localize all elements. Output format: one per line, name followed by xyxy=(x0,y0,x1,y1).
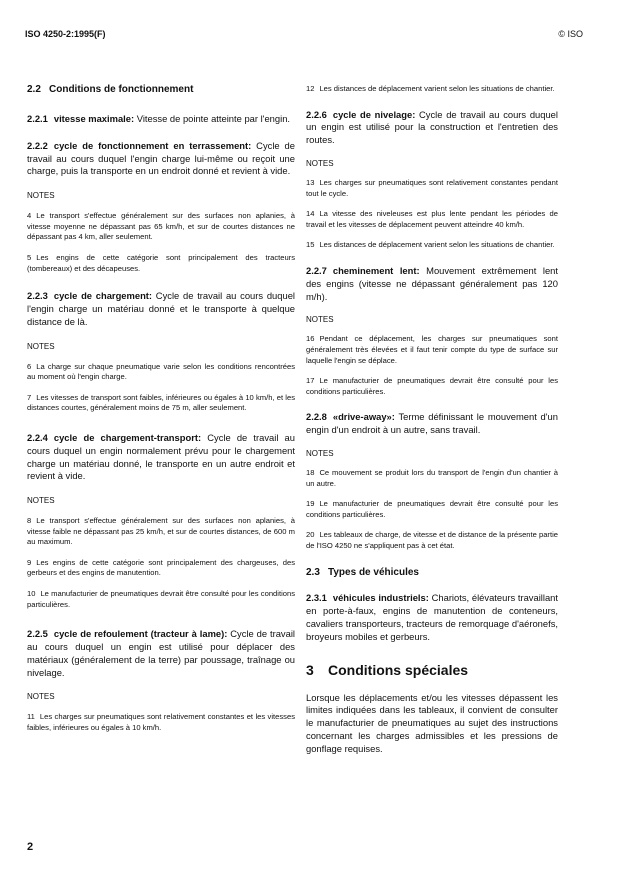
clause-2-2-5: 2.2.5 cycle de refoulement (tracteur à lame): Cycle de travail au cours duquel un engin est utilisé pour déplacer des matériaux (généralement de la terre) par poussage, traînage ou nivelage. xyxy=(27,628,295,678)
note-6: 6 La charge sur chaque pneumatique varie selon les conditions rencontrées au moment où l'engin charge. xyxy=(27,361,295,382)
section-2-2-heading: 2.2 Conditions de fonctionnement xyxy=(27,84,194,95)
notes-label: NOTES xyxy=(27,341,55,351)
notes-label: NOTES xyxy=(27,692,55,702)
note-11: 11 Les charges sur pneumatiques sont relativement constantes et les vitesses faibles, inférieures ou égales à 10 km/h. xyxy=(27,712,295,733)
notes-label: NOTES xyxy=(306,448,334,458)
clause-2-2-8: 2.2.8 «drive-away»: Terme définissant le mouvement d'un engin d'un endroit à un autre, sans travail. xyxy=(306,411,558,436)
notes-label: NOTES xyxy=(306,315,334,325)
clause-2-2-1: 2.2.1 vitesse maximale: Vitesse de pointe atteinte par l'engin. xyxy=(27,113,291,124)
clause-2-2-7: 2.2.7 cheminement lent: Mouvement extrêmement lent des engins (vitesse ne dépassant généralement pas 120 m/h). xyxy=(306,264,558,302)
note-13: 13 Les charges sur pneumatiques sont relativement constantes pendant tout le cycle. xyxy=(306,177,558,198)
clause-2-2-2: 2.2.2 cycle de fonctionnement en terrassement: Cycle de travail au cours duquel l'engin charge lui-même ou reçoit une charge, puis la transporte en un endroit donné et revient à vide. xyxy=(27,139,295,177)
copyright-mark: © ISO xyxy=(558,29,583,39)
note-15: 15 Les distances de déplacement varient selon les situations de chantier. xyxy=(306,240,555,250)
clause-2-3-1: 2.3.1 véhicules industriels: Chariots, élévateurs travaillant en porte-à-faux, engins de manutention de conteneurs, cavaliers transporteurs, tracteurs de remorquage d'aéronefs, broyeurs mobiles et gerbeurs. xyxy=(306,592,558,642)
note-7: 7 Les vitesses de transport sont faibles, inférieures ou égales à 10 km/h, et les distances courtes, généralement moins de 75 m, aller seulement. xyxy=(27,392,295,413)
notes-label: NOTES xyxy=(306,158,334,168)
note-5: 5 Les engins de cette catégorie sont principalement des tracteurs (tombereaux) et des décapeuses. xyxy=(27,252,295,273)
section-3-text: Lorsque les déplacements et/ou les vitesses dépassent les limites indiquées dans les tableaux, il convient de consulter le manufacturier de pneumatiques au sujet des instructions concernant les charges admissibles et les pressions de gonflage requises. xyxy=(306,691,558,754)
clause-2-2-4: 2.2.4 cycle de chargement-transport: Cycle de travail au cours duquel un engin normalement prévu pour le chargement charge un matériau donné, le transporte en un autre endroit et revient à vide. xyxy=(27,431,295,482)
note-20: 20 Les tableaux de charge, de vitesse et de distance de la présente partie de l'ISO 4250 ne s'appliquent pas à cet état. xyxy=(306,530,558,550)
clause-2-2-3: 2.2.3 cycle de chargement: Cycle de travail au cours duquel l'engin charge un matériau donné et le transporte à quelque distance de là. xyxy=(27,290,295,327)
note-12: 12 Les distances de déplacement varient selon les situations de chantier. xyxy=(306,84,555,93)
left-column xyxy=(27,84,295,734)
note-9: 9 Les engins de cette catégorie sont principalement des chargeuses, des gerbeurs et des engins de manutention. xyxy=(27,557,295,578)
note-8: 8 Le transport s'effectue généralement sur des surfaces non aplanies, à vitesse faible ne dépassant pas 25 km/h, et sur de courtes distances, de 600 m au maximum. xyxy=(27,516,295,547)
clause-2-2-6: 2.2.6 cycle de nivelage: Cycle de travail au cours duquel un engin est utilisé pour la construction et l'entretien des routes. xyxy=(306,108,558,146)
note-4: 4 Le transport s'effectue généralement sur des surfaces non aplanies, à vitesse moyenne ne dépassant pas 65 km/h, et sur de courtes distances ne dépassant pas 4 km, aller seulement. xyxy=(27,211,295,242)
notes-label: NOTES xyxy=(27,496,55,506)
note-18: 18 Ce mouvement se produit lors du transport de l'engin d'un chantier à un autre. xyxy=(306,467,558,488)
note-14: 14 La vitesse des niveleuses est plus lente pendant les périodes de travail et les vitesses de déplacement peuvent atteindre 40 km/h. xyxy=(306,209,558,229)
section-3-heading: 3 Conditions spéciales xyxy=(306,661,469,678)
note-19: 19 Le manufacturier de pneumatiques devrait être consulté pour les conditions particulières. xyxy=(306,499,558,519)
document-id: ISO 4250-2:1995(F) xyxy=(25,29,106,39)
note-10: 10 Le manufacturier de pneumatiques devrait être consulté pour les conditions particulières. xyxy=(27,589,295,609)
page-number: 2 xyxy=(27,841,34,853)
note-17: 17 Le manufacturier de pneumatiques devrait être consulté pour les conditions particulières. xyxy=(306,376,558,396)
note-16: 16 Pendant ce déplacement, les charges sur pneumatiques sont généralement très élevées et il faut tenir compte du type de surface sur laquelle l'engin se déplace. xyxy=(306,334,558,365)
section-2-3-heading: 2.3 Types de véhicules xyxy=(306,567,419,579)
right-column xyxy=(306,84,558,756)
notes-label: NOTES xyxy=(27,191,55,201)
